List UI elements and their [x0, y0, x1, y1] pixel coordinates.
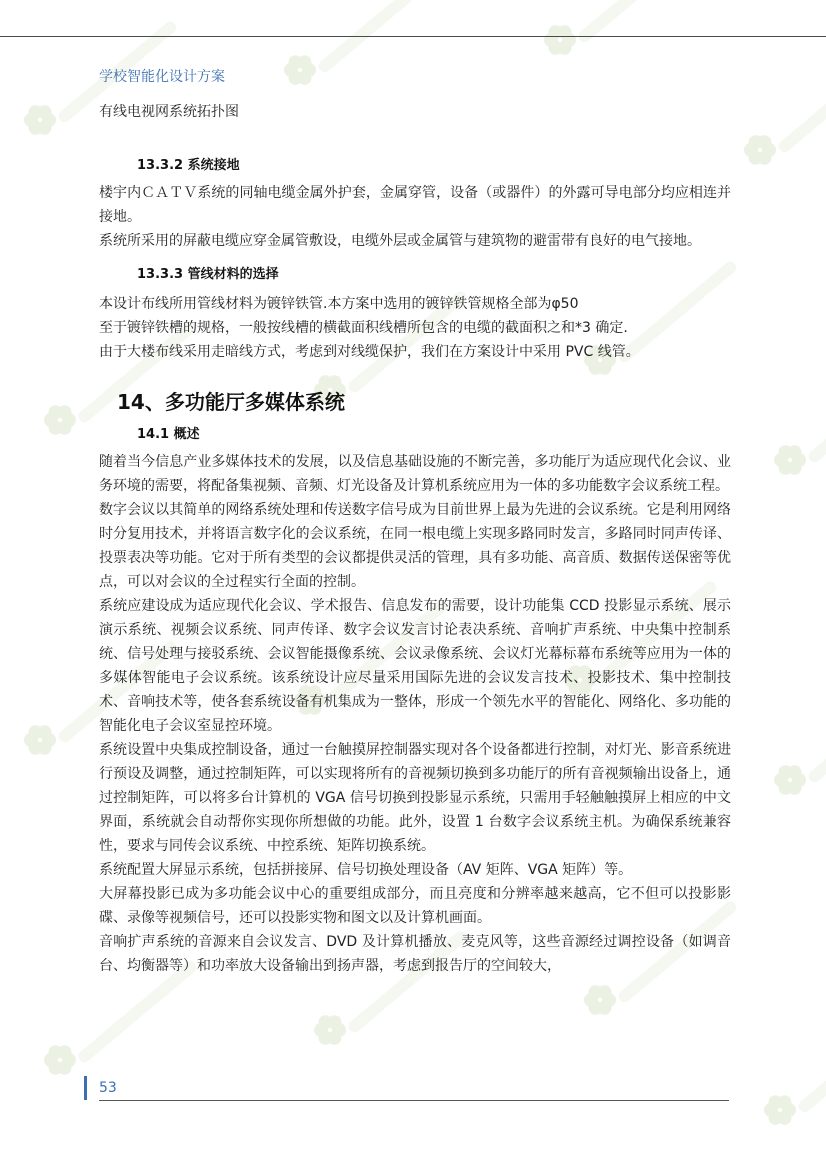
watermark-flower-icon: [314, 1015, 346, 1045]
section-14-1-heading: 14.1 概述: [137, 427, 200, 442]
document-body: [99, 154, 731, 978]
footer-accent-bar: [84, 1076, 87, 1100]
watermark-flower-icon: [544, 25, 576, 55]
watermark-flower-icon: [284, 55, 316, 85]
topology-caption: 有线电视网系统拓扑图: [99, 104, 239, 120]
watermark-band: [796, 1009, 826, 1115]
watermark-flower-icon: [44, 405, 76, 435]
section-13-3-2-heading: 13.3.2 系统接地: [137, 158, 240, 173]
watermark-flower-icon: [24, 725, 56, 755]
watermark-band: [776, 49, 826, 155]
watermark-band: [316, 0, 439, 75]
footer-rule: [99, 1100, 729, 1101]
paragraph: 系统所采用的屏蔽电缆应穿金属管敷设，电缆外层或金属管与建筑物的避雷带有良好的电气接地。: [99, 233, 701, 249]
watermark-band: [576, 0, 699, 45]
watermark-flower-icon: [744, 135, 776, 165]
watermark-flower-icon: [764, 1095, 796, 1125]
paragraph: 至于镀锌铁槽的规格，一般按线槽的横截面积线槽所包含的电缆的截面积之和*3 确定.: [99, 320, 628, 336]
page-number: 53: [99, 1080, 117, 1096]
chapter-14-heading: 14、多功能厅多媒体系统: [117, 390, 345, 414]
paragraph: 楼宇内ＣＡＴＶ系统的同轴电缆金属外护套，金属穿管，设备（或器件）的外露可导电部分均应相连并接地。: [99, 185, 731, 225]
watermark-flower-icon: [774, 445, 806, 475]
paragraph: 随着当今信息产业多媒体技术的发展，以及信息基础设施的不断完善，多功能厅为适应现代化会议、业务环境的需要，将配备集视频、音频、灯光设备及计算机系统应用为一体的多功能数字会议系统工程。: [99, 454, 731, 494]
paragraph: 大屏幕投影已成为多功能会议中心的重要组成部分，而且亮度和分辨率越来越高，它不但可以投影影碟、录像等视频信号，还可以投影实物和图文以及计算机画面。: [99, 886, 731, 926]
paragraph: 音响扩声系统的音源来自会议发言、DVD 及计算机播放、麦克风等，这些音源经过调控设备（如调音台、均衡器等）和功率放大设备输出到扬声器，考虑到报告厅的空间较大，: [99, 934, 731, 974]
watermark-band: [806, 679, 826, 785]
paragraph: 数字会议以其简单的网络系统处理和传送数字信号成为目前世界上最为先进的会议系统。它是利用网络时分复用技术，并将语言数字化的会议系统，在同一根电缆上实现多路同时发言，多路同时同声传译、投票表决等功能。它对于所有类型的会议都提供灵活的管理，具有多功能、高音质、数据传送保密等优点，可以对会议的全过程实行全面的控制。: [99, 502, 731, 590]
watermark-flower-icon: [584, 985, 616, 1015]
paragraph: 系统配置大屏显示系统，包括拼接屏、信号切换处理设备（AV 矩阵、VGA 矩阵）等。: [99, 862, 633, 878]
header-rule: [0, 36, 826, 37]
paragraph: 系统应建设成为适应现代化会议、学术报告、信息发布的需要，设计功能集 CCD 投影显示系统、展示演示系统、视频会议系统、同声传译、数字会议发言讨论表决系统、音响扩声系统、中央集中控制系统、信号处理与接驳系统、会议智能摄像系统、会议录像系统、会议灯光幕标幕布系统等应用为一体的多媒体智能电子会议系统。该系统设计应尽量采用国际先进的会议发言技术、投影技术、集中控制技术、音响技术等，使各套系统设备有机集成为一整体，形成一个领先水平的智能化、网络化、多功能的智能化电子会议室显控环境。: [99, 598, 731, 734]
section-13-3-3-heading: 13.3.3 管线材料的选择: [137, 267, 279, 282]
paragraph: 本设计布线所用管线材料为镀锌铁管.本方案中选用的镀锌铁管规格全部为φ50: [99, 296, 579, 312]
watermark-flower-icon: [44, 1045, 76, 1075]
watermark-band: [806, 359, 826, 465]
paragraph: 由于大楼布线采用走暗线方式，考虑到对线缆保护，我们在方案设计中采用 PVC 线管。: [99, 344, 640, 360]
running-header: 学校智能化设计方案: [99, 69, 225, 85]
watermark-flower-icon: [24, 105, 56, 135]
paragraph: 系统设置中央集成控制设备，通过一台触摸屏控制器实现对各个设备都进行控制，对灯光、影音系统进行预设及调整，通过控制矩阵，可以实现将所有的音视频切换到多功能厅的所有音视频输出设备上，通过控制矩阵，可以将多台计算机的 VGA 信号切换到投影显示系统，只需用手轻触触摸屏上相应的中文界面，系统就会自动帮你实现你所想做的功能。此外，设置 1 台数字会议系统主机。为确保系统兼容性，要求与同传会议系统、中控系统、矩阵切换系统。: [99, 742, 731, 854]
watermark-flower-icon: [774, 765, 806, 795]
